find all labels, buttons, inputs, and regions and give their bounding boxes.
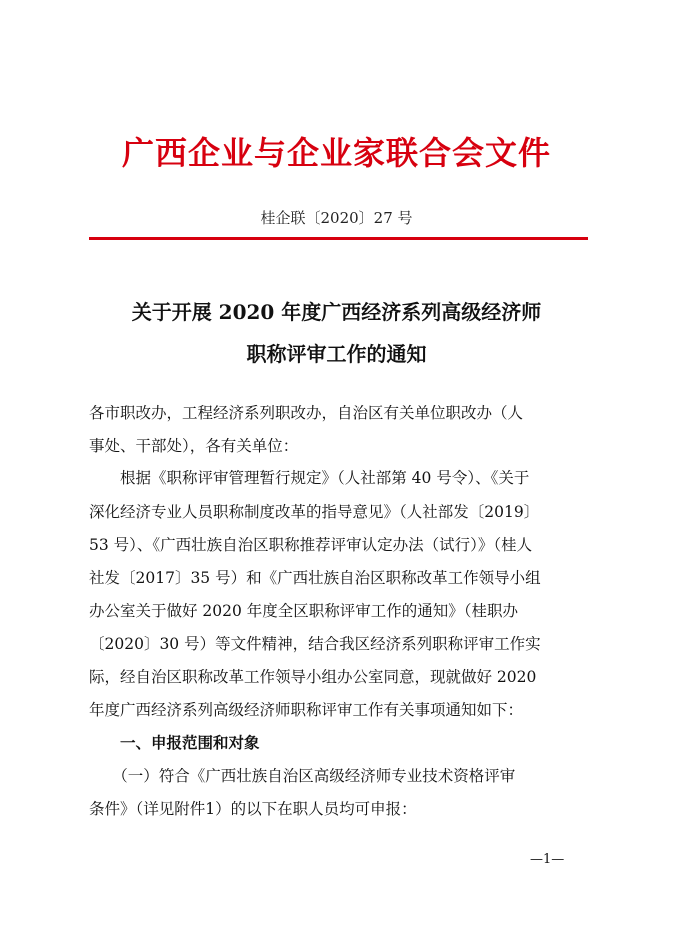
notice-title-line-2: 职称评审工作的通知 [246, 342, 427, 366]
body-paragraph-line: 深化经济专业人员职称制度改革的指导意见》（人社部发〔2019〕 [89, 503, 540, 521]
body-line-addressee-2: 事处、干部处），各有关单位： [89, 437, 299, 455]
body-paragraph-line: 根据《职称评审管理暂行规定》（人社部第 40 号令）、《关于 [89, 469, 530, 487]
body-paragraph-line: 际，经自治区职称改革工作领导小组办公室同意，现就做好 2020 [89, 668, 537, 686]
body-paragraph-line: 条件》（详见附件1）的以下在职人员均可申报： [89, 800, 417, 818]
red-divider-line [89, 237, 588, 240]
body-paragraph-line: 办公室关于做好 2020 年度全区职称评审工作的通知》（桂职办 [89, 602, 519, 620]
section-heading-scope: 一、申报范围和对象 [89, 734, 260, 752]
body-line-addressee-1: 各市职改办，工程经济系列职改办，自治区有关单位职改办（人 [89, 404, 524, 422]
body-paragraph-line: 社发〔2017〕35 号）和《广西壮族自治区职称改革工作领导小组 [89, 569, 541, 587]
body-paragraph-line: 年度广西经济系列高级经济师职称评审工作有关事项通知如下： [89, 701, 524, 719]
body-paragraph-line: 〔2020〕30 号）等文件精神，结合我区经济系列职称评审工作实 [89, 635, 541, 653]
page-number: —1— [530, 852, 565, 867]
body-paragraph-line: （一）符合《广西壮族自治区高级经济师专业技术资格评审 [89, 767, 516, 785]
document-header-title: 广西企业与企业家联合会文件 [121, 134, 551, 172]
body-paragraph-line: 53 号）、《广西壮族自治区职称推荐评审认定办法（试行）》（桂人 [89, 536, 533, 554]
notice-title-line-1: 关于开展 2020 年度广西经济系列高级经济师 [131, 300, 542, 324]
document-number: 桂企联〔2020〕27 号 [260, 209, 413, 227]
